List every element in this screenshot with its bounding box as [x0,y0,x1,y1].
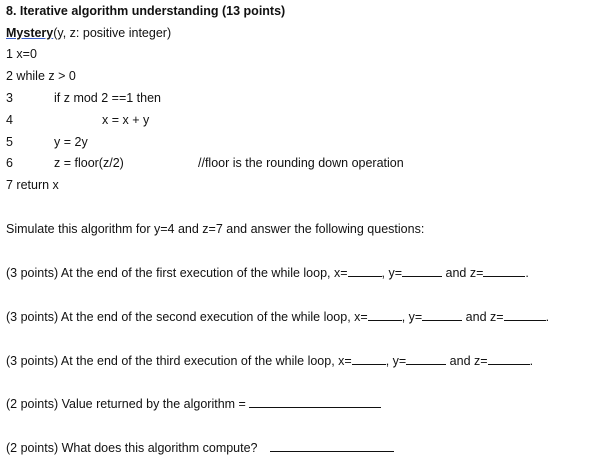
period: . [525,266,529,280]
code-text: y = 2y [54,135,88,149]
x-answer-blank[interactable] [352,352,386,365]
code-comment: //floor is the rounding down operation [198,156,404,170]
z-label: and z= [442,266,484,280]
y-answer-blank[interactable] [422,308,462,321]
code-line-7: 7 return x [6,178,59,192]
code-line-4 [6,112,150,128]
question-text: (3 points) At the end of the first execution of the while loop, x= [6,266,348,280]
question-text: (3 points) At the end of the second execution of the while loop, x= [6,310,368,324]
x-answer-blank[interactable] [348,264,382,277]
code-line-3 [6,90,162,106]
line-number: 3 [6,91,13,105]
computes-answer-blank[interactable] [270,439,394,452]
y-answer-blank[interactable] [406,352,446,365]
question-first-loop [6,264,529,281]
z-answer-blank[interactable] [483,264,525,277]
code-text: x = x + y [102,113,150,127]
instructions: Simulate this algorithm for y=4 and z=7 and answer the following questions: [6,222,425,236]
line-number: 4 [6,113,13,127]
question-what-computes [6,439,394,456]
y-label: , y= [381,266,403,280]
x-answer-blank[interactable] [368,308,402,321]
code-text: if z mod 2 ==1 then [54,91,162,105]
z-answer-blank[interactable] [488,352,530,365]
code-line-1: 1 x=0 [6,47,37,61]
code-line-6 [6,155,404,171]
period: . [545,310,550,324]
question-text: (3 points) At the end of the third execution of the while loop, x= [6,354,352,368]
question-second-loop [6,308,549,325]
z-label: and z= [446,354,488,368]
function-signature [6,25,171,41]
y-label: , y= [401,310,423,324]
y-answer-blank[interactable] [402,264,442,277]
function-params: (y, z: positive integer) [53,26,172,40]
question-text: (2 points) Value returned by the algorithm = [6,397,250,411]
question-text: (2 points) What does this algorithm compute? [6,441,258,455]
question-third-loop [6,352,533,369]
line-number: 6 [6,156,13,170]
question-title: 8. Iterative algorithm understanding (13 points) [6,4,286,18]
line-number: 5 [6,135,13,149]
z-answer-blank[interactable] [504,308,546,321]
code-text: z = floor(z/2) [54,156,124,170]
z-label: and z= [462,310,504,324]
function-name: Mystery [6,26,54,40]
period: . [529,354,534,368]
question-return-value [6,395,381,412]
code-line-5 [6,134,88,150]
code-line-2: 2 while z > 0 [6,69,76,83]
return-value-answer-blank[interactable] [249,395,381,408]
y-label: , y= [385,354,407,368]
